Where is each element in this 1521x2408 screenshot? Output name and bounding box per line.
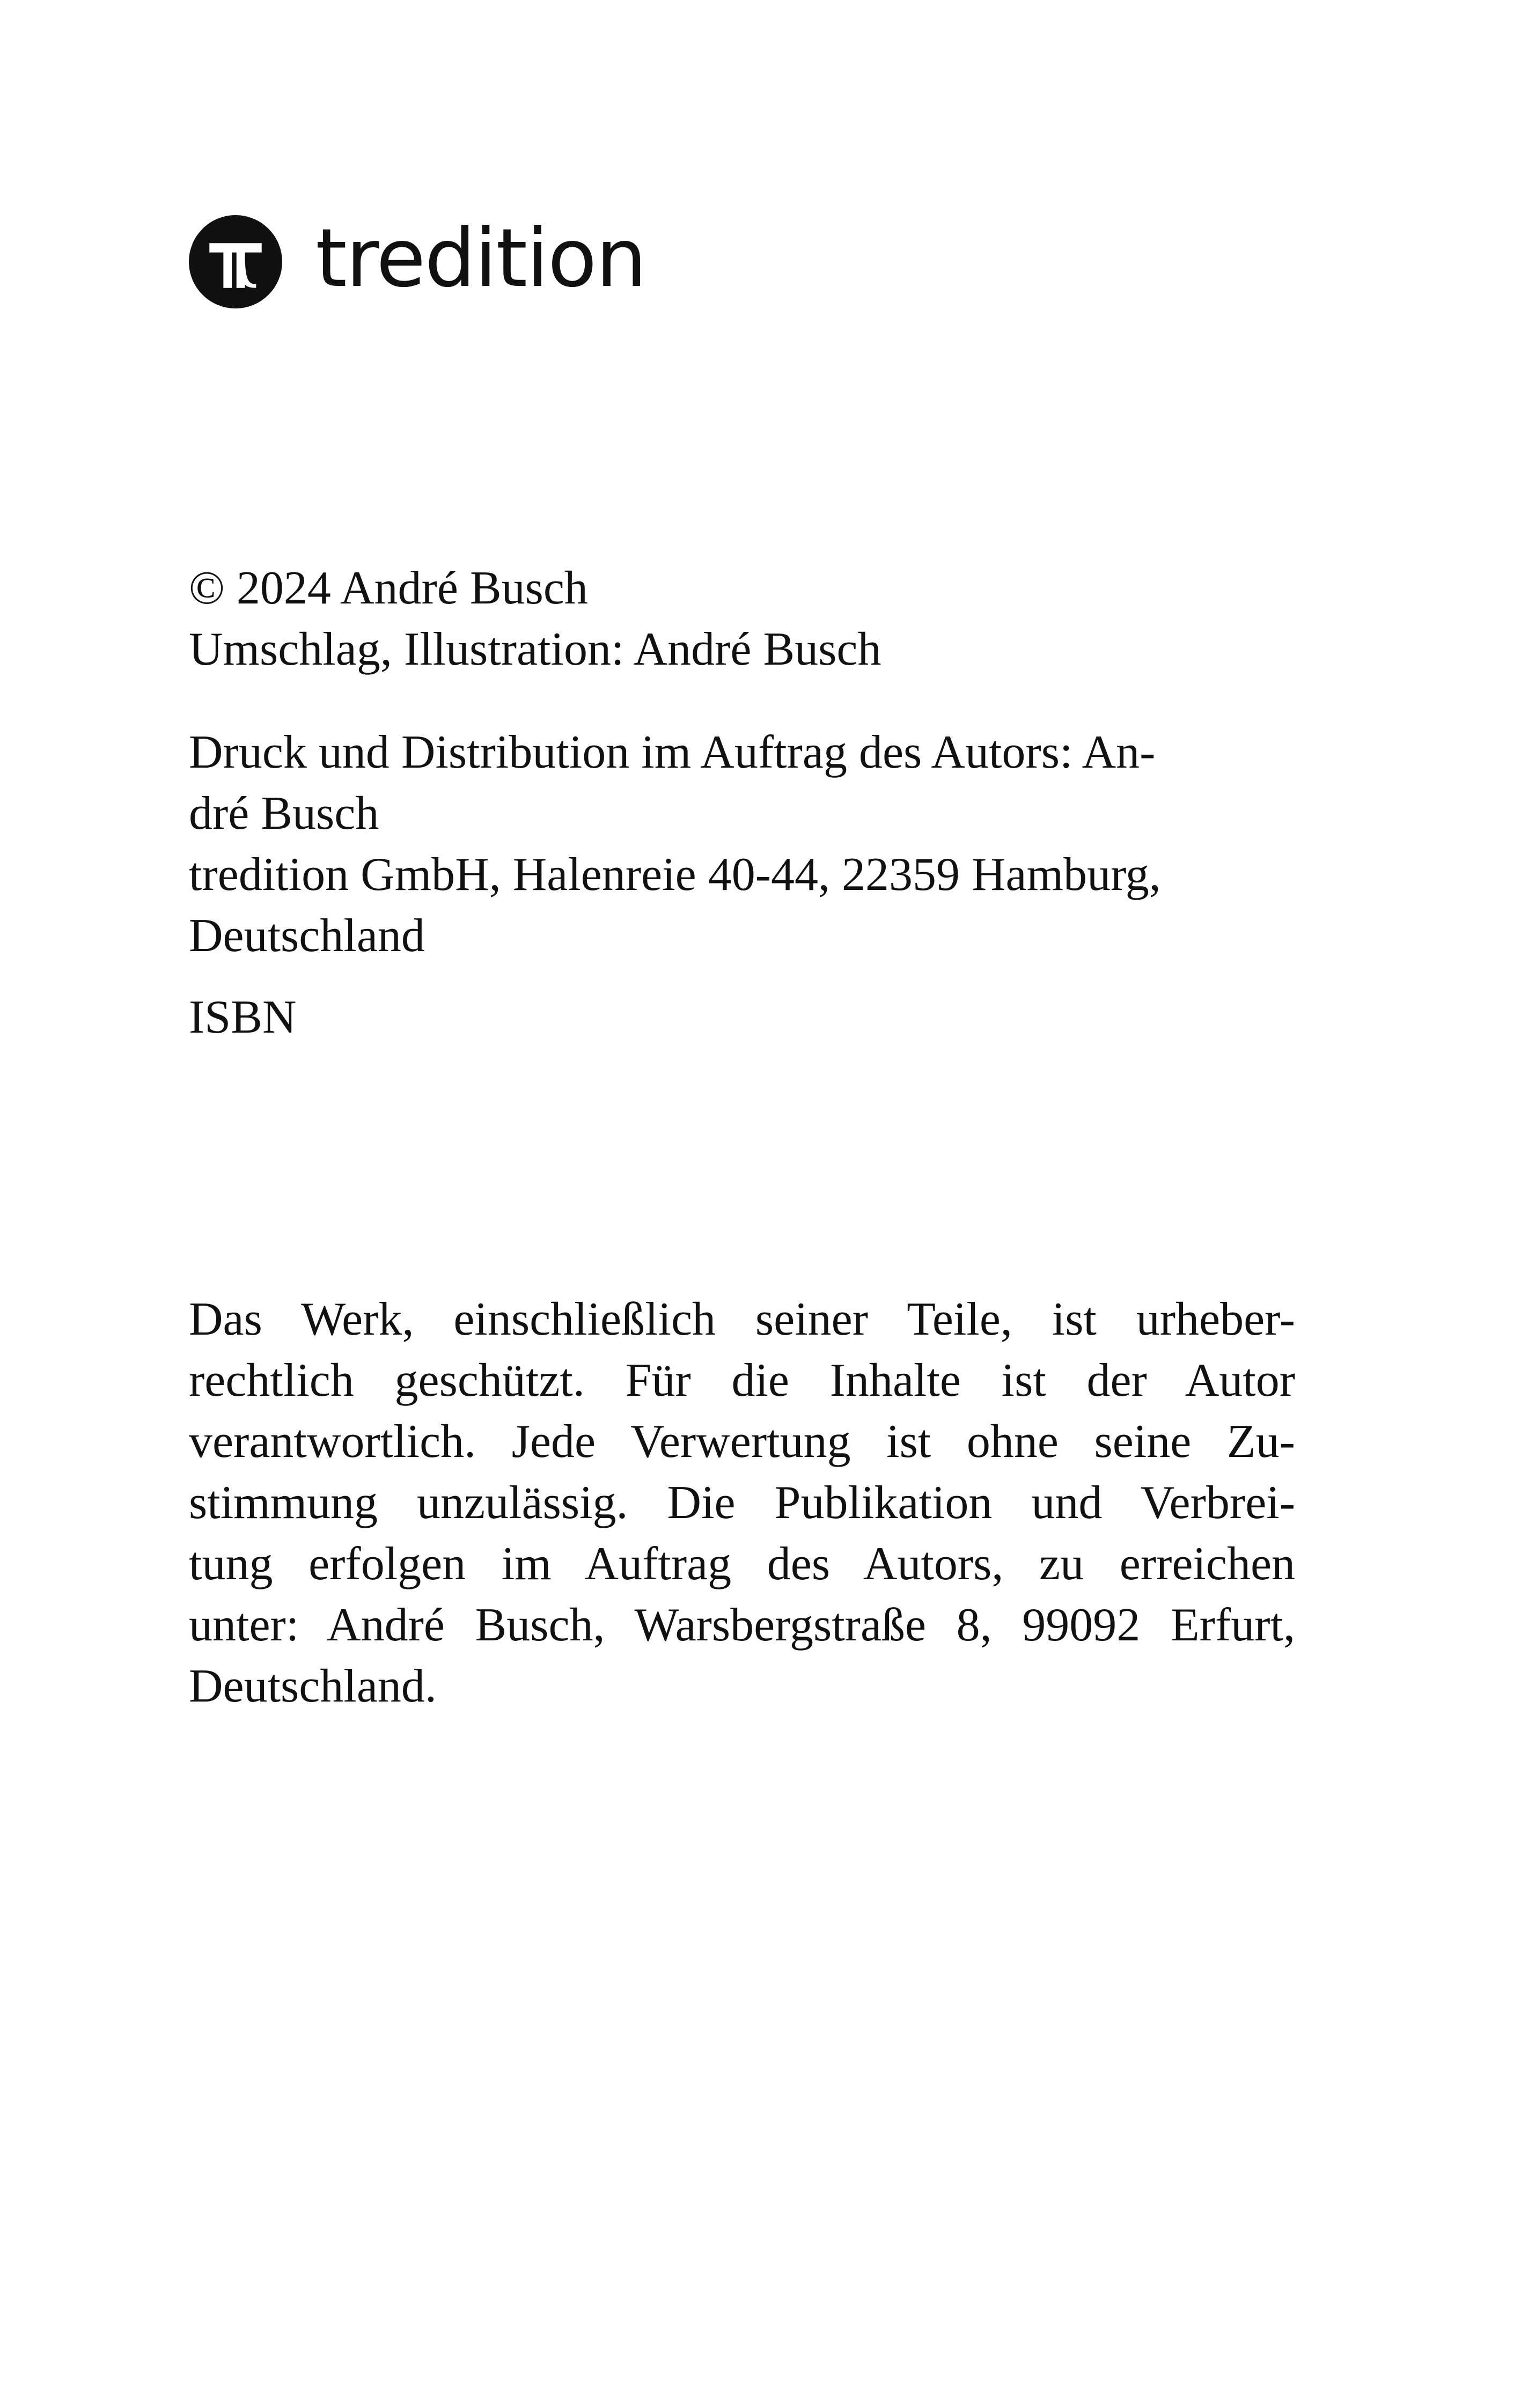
publisher-logo xyxy=(189,213,646,310)
tredition-logo-icon xyxy=(189,215,282,308)
print-line: dré Busch xyxy=(189,787,379,840)
rights-line: rechtlich geschützt. Für die Inhalte ist der Autor xyxy=(189,1354,1295,1406)
copyright-line: © 2024 André Busch xyxy=(189,562,588,614)
rights-line: Deutschland. xyxy=(189,1660,437,1712)
isbn-block xyxy=(189,987,1305,1048)
rights-notice xyxy=(189,1289,1295,1717)
rights-line: stimmung unzulässig. Die Publikation und Verbrei- xyxy=(189,1477,1295,1529)
rights-line: unter: André Busch, Warsbergstraße 8, 99092 Erfurt, xyxy=(189,1599,1295,1651)
rights-line: Das Werk, einschließlich seiner Teile, ist urheber- xyxy=(189,1293,1295,1345)
logo-wordmark: tredition xyxy=(315,212,646,305)
rights-line: tung erfolgen im Auftrag des Autors, zu erreichen xyxy=(189,1538,1295,1590)
copyright-block xyxy=(189,558,1305,680)
cover-illustration-line: Umschlag, Illustration: André Busch xyxy=(189,623,881,675)
print-line: tredition GmbH, Halenreie 40-44, 22359 Hamburg, xyxy=(189,849,1161,901)
print-distribution-block xyxy=(189,722,1305,967)
rights-line: verantwortlich. Jede Verwertung ist ohne seine Zu- xyxy=(189,1416,1295,1468)
print-line: Deutschland xyxy=(189,910,425,962)
isbn-label: ISBN xyxy=(189,991,297,1043)
print-line: Druck und Distribution im Auftrag des Autors: An- xyxy=(189,726,1156,778)
